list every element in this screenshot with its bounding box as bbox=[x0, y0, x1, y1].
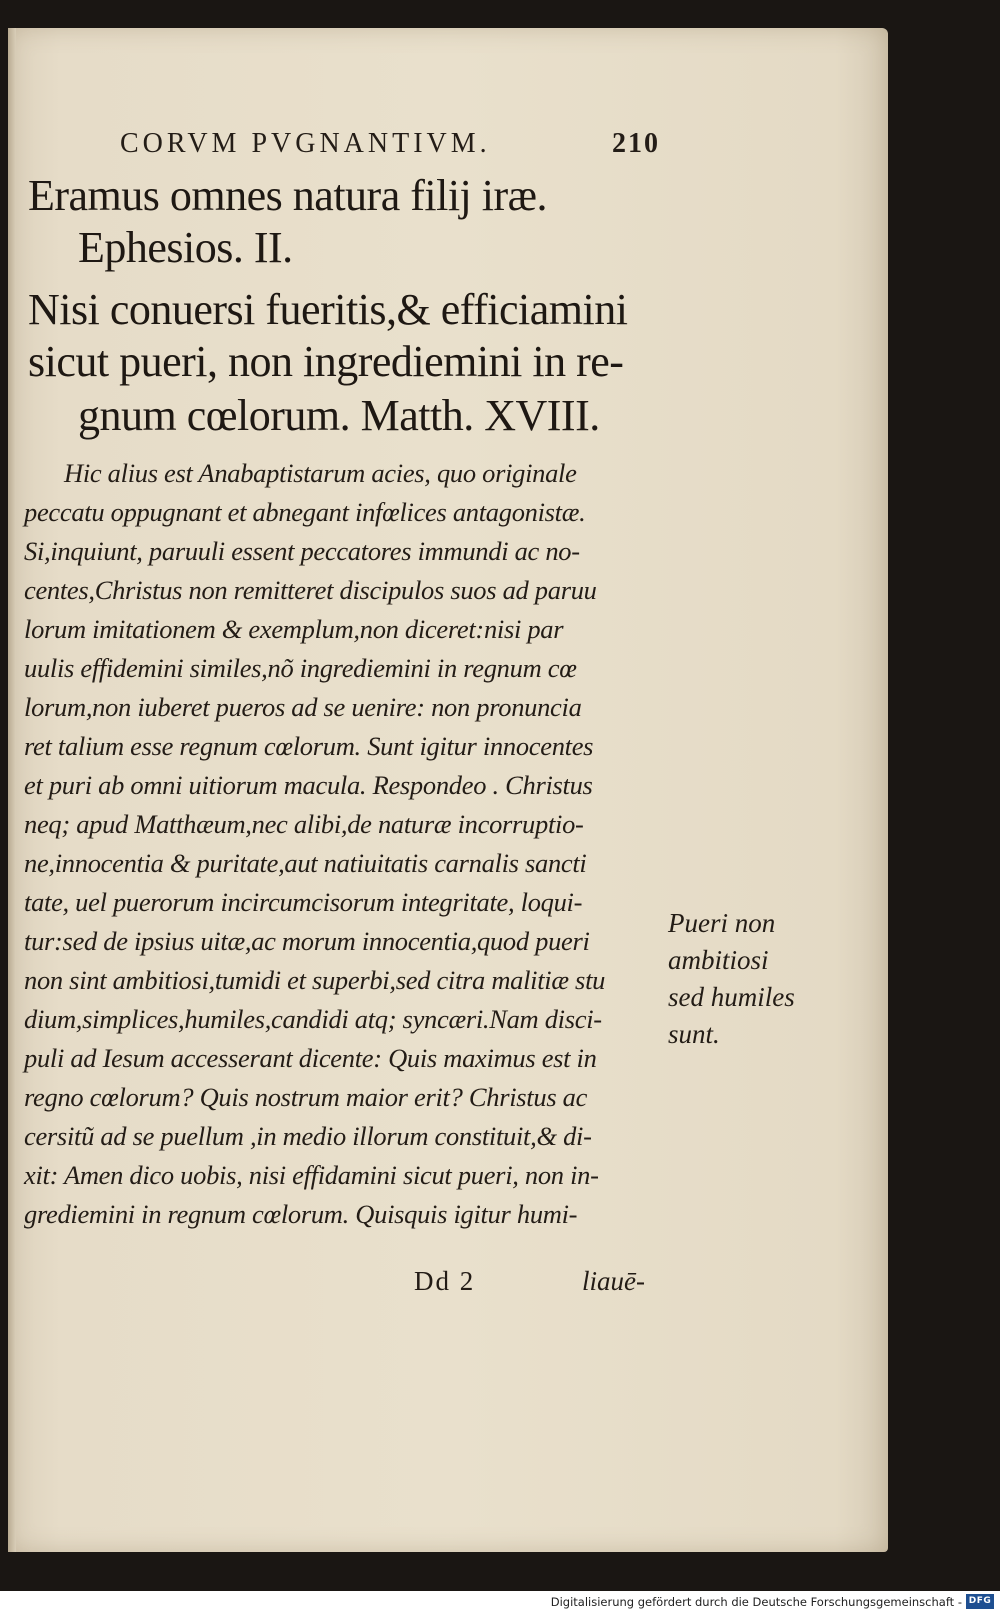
heading-line: Eramus omnes natura filij iræ. bbox=[28, 171, 547, 220]
body-line: lorum,non iuberet pueros ad se uenire: non pronuncia bbox=[24, 692, 582, 722]
running-head: CORVM PVGNANTIVM. bbox=[120, 128, 491, 159]
heading-line: gnum cœlorum. Matth. XVIII. bbox=[78, 391, 600, 440]
body-line: centes,Christus non remitteret discipulos suos ad paruu bbox=[24, 575, 597, 605]
body-line: lorum imitationem & exemplum,non diceret:nisi par bbox=[24, 614, 564, 644]
margin-note-line: sed humiles bbox=[668, 982, 795, 1012]
margin-note-line: Pueri non bbox=[668, 908, 776, 938]
signature-mark: Dd 2 bbox=[414, 1266, 476, 1296]
heading-line: Ephesios. II. bbox=[78, 223, 293, 272]
heading-line: Nisi conuersi fueritis,& efficiamini bbox=[28, 285, 628, 334]
catchword: liauē- bbox=[582, 1266, 645, 1296]
body-line: regno cœlorum? Quis nostrum maior erit? Christus ac bbox=[24, 1082, 588, 1112]
body-line: peccatu oppugnant et abnegant infœlices antagonistæ. bbox=[24, 497, 586, 527]
body-line: puli ad Iesum accesserant dicente: Quis maximus est in bbox=[24, 1043, 597, 1073]
body-line: ret talium esse regnum cœlorum. Sunt igitur innocentes bbox=[24, 731, 594, 761]
body-line: dium,simplices,humiles,candidi atq; syncæri.Nam disci- bbox=[24, 1004, 602, 1034]
body-line: tate, uel puerorum incircumcisorum integritate, loqui- bbox=[24, 887, 583, 917]
heading-line: sicut pueri, non ingrediemini in re- bbox=[28, 337, 624, 386]
margin-note-line: ambitiosi bbox=[668, 945, 769, 975]
body-line: ne,innocentia & puritate,aut natiuitatis carnalis sancti bbox=[24, 848, 587, 878]
digitization-footer bbox=[0, 1591, 1000, 1614]
body-line: et puri ab omni uitiorum macula. Respondeo . Christus bbox=[24, 770, 593, 800]
body-line: non sint ambitiosi,tumidi et superbi,sed citra malitiæ stu bbox=[24, 965, 606, 995]
funding-credit: Digitalisierung gefördert durch die Deutsche Forschungsgemeinschaft - bbox=[550, 1595, 962, 1609]
body-line: Si,inquiunt, paruuli essent peccatores immundi ac no- bbox=[24, 536, 580, 566]
folio-number: 210 bbox=[612, 128, 660, 159]
body-line: xit: Amen dico uobis, nisi effidamini sicut pueri, non in- bbox=[24, 1160, 599, 1190]
body-line: Hic alius est Anabaptistarum acies, quo originale bbox=[64, 458, 577, 488]
body-line: neq; apud Matthæum,nec alibi,de naturæ incorruptio- bbox=[24, 809, 584, 839]
body-line: cersitũ ad se puellum ,in medio illorum constituit,& di- bbox=[24, 1121, 592, 1151]
page-gutter-edge bbox=[8, 28, 16, 1552]
dfg-logo-icon: DFG bbox=[966, 1594, 994, 1609]
margin-note-line: sunt. bbox=[668, 1019, 720, 1049]
body-line: grediemini in regnum cœlorum. Quisquis igitur humi- bbox=[24, 1199, 578, 1229]
body-line: uulis effidemini similes,nõ ingrediemini in regnum cœ bbox=[24, 653, 577, 683]
body-line: tur:sed de ipsius uitæ,ac morum innocentia,quod pueri bbox=[24, 926, 590, 956]
